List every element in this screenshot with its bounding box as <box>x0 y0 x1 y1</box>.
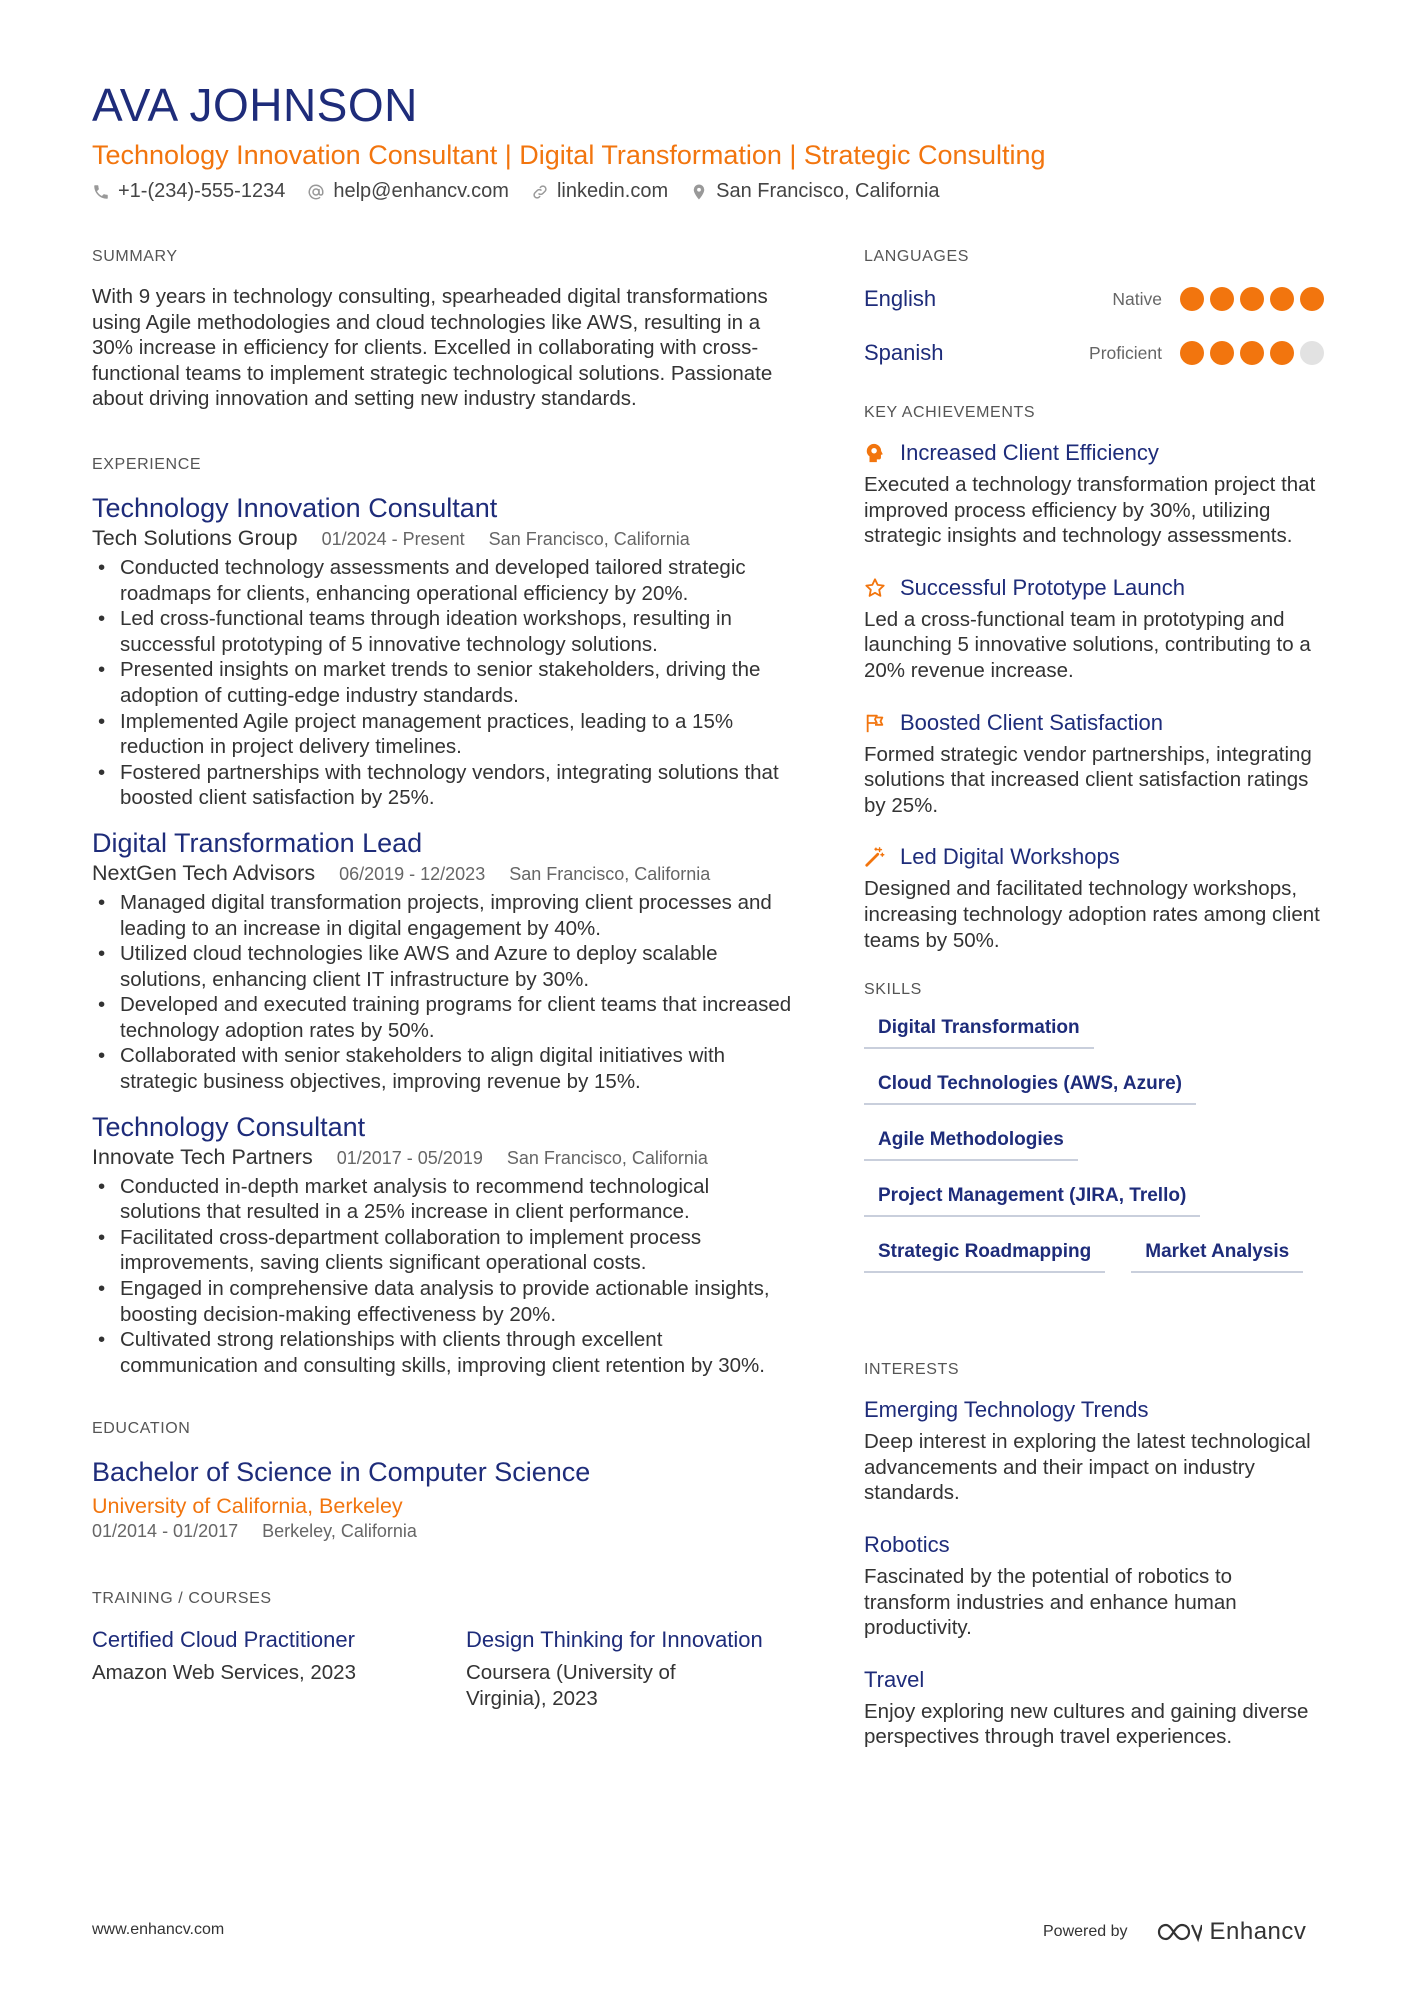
achievement-head <box>864 844 1324 870</box>
skill-list <box>864 1011 1324 1291</box>
job-dates: 01/2024 - Present <box>321 528 465 549</box>
job-title: Technology Consultant <box>92 1111 366 1142</box>
summary-text: With 9 years in technology consulting, spearheaded digital transformations using Agile methodologies and cloud technologies like AWS, resulting in a 30% increase in efficiency for clients. Excelled in collaborating with cross-functional teams to implement strategic technological solutions. Passionate about driving innovation and setting new industry standards. <box>92 285 773 411</box>
edu-dates: 01/2014 - 01/2017 <box>92 1521 239 1542</box>
interests-section <box>864 1361 1324 1750</box>
course-provider: Coursera (University of Virginia), 2023 <box>466 1661 676 1710</box>
achievement-item <box>864 575 1324 684</box>
job-bullet: • Utilized cloud technologies like AWS and Azure to deploy scalable solutions, enhancing client IT infrastructure by 30%. <box>92 941 792 992</box>
rating-dot <box>1240 341 1264 365</box>
course-name: Design Thinking for Innovation <box>466 1627 763 1653</box>
section-title-experience: EXPERIENCE <box>92 455 202 473</box>
powered-by <box>1043 1918 1306 1946</box>
achievement-title: Led Digital Workshops <box>900 844 1120 870</box>
job-bullet: • Presented insights on market trends to senior stakeholders, driving the adoption of cutting-edge industry standards. <box>92 657 792 708</box>
contact-location <box>690 180 939 203</box>
languages-section <box>864 248 1324 368</box>
course-item <box>466 1626 786 1711</box>
job-company: Innovate Tech Partners <box>92 1144 313 1169</box>
language-row <box>864 338 1324 368</box>
job-bullet: • Conducted in-depth market analysis to recommend technological solutions that resulted in a 25% increase in client performance. <box>92 1174 792 1225</box>
course-list <box>92 1626 792 1711</box>
job-bullet: • Engaged in comprehensive data analysis to provide actionable insights, boosting decision-making effectiveness by 20%. <box>92 1276 792 1327</box>
job-meta <box>92 526 792 551</box>
job-location: San Francisco, California <box>488 528 690 549</box>
rating-dot <box>1270 341 1294 365</box>
section-title-skills: SKILLS <box>864 981 922 999</box>
interest-desc: Fascinated by the potential of robotics to transform industries and enhance human productivity. <box>864 1564 1237 1640</box>
star-icon <box>864 577 886 599</box>
language-rating <box>1174 287 1324 311</box>
skill-tag: Project Management (JIRA, Trello) <box>864 1179 1200 1217</box>
rating-dot <box>1210 341 1234 365</box>
contact-phone[interactable] <box>92 180 285 203</box>
language-level: Native <box>1112 288 1162 309</box>
job-title: Technology Innovation Consultant <box>92 492 498 523</box>
skill-tag: Digital Transformation <box>864 1011 1094 1049</box>
job-bullets <box>92 1174 792 1379</box>
language-level: Proficient <box>1089 342 1162 363</box>
flag-icon <box>864 712 886 734</box>
job-bullets <box>92 555 792 811</box>
language-row <box>864 284 1324 314</box>
left-column <box>92 248 792 1712</box>
achievement-head <box>864 710 1324 736</box>
section-title-education: EDUCATION <box>92 1420 191 1438</box>
job-bullet: • Developed and executed training programs for client teams that increased technology adoption rates by 50%. <box>92 992 792 1043</box>
achievement-desc: Led a cross-functional team in prototyping and launching 5 innovative solutions, contributing to a 20% revenue increase. <box>864 607 1311 682</box>
job-meta <box>92 861 792 886</box>
email-text: help@enhancv.com <box>333 180 509 202</box>
head-icon <box>864 442 886 464</box>
interest-title: Emerging Technology Trends <box>864 1397 1149 1423</box>
course-provider: Amazon Web Services, 2023 <box>92 1661 356 1685</box>
education-section <box>92 1420 792 1542</box>
skill-tag: Cloud Technologies (AWS, Azure) <box>864 1067 1196 1105</box>
phone-icon <box>92 183 110 201</box>
section-title-achievements: KEY ACHIEVEMENTS <box>864 404 1036 421</box>
language-rating <box>1174 341 1324 365</box>
language-name: Spanish <box>864 340 944 365</box>
job-bullet: • Facilitated cross-department collaboration to implement process improvements, saving clients significant operational costs. <box>92 1225 792 1276</box>
skill-tag: Strategic Roadmapping <box>864 1235 1105 1273</box>
achievement-desc: Executed a technology transformation project that improved process efficiency by 30%, utilizing strategic insights and technology assessments. <box>864 473 1316 548</box>
achievement-desc: Designed and facilitated technology workshops, increasing technology adoption rates among client teams by 50%. <box>864 877 1320 952</box>
achievement-head <box>864 440 1324 466</box>
job-dates: 01/2017 - 05/2019 <box>336 1147 483 1168</box>
job-bullet: • Implemented Agile project management practices, leading to a 15% reduction in project delivery timelines. <box>92 709 792 760</box>
contact-linkedin[interactable] <box>531 180 668 203</box>
interest-title: Robotics <box>864 1531 950 1557</box>
tagline: Technology Innovation Consultant | Digital Transformation | Strategic Consulting <box>92 140 1046 170</box>
interest-title: Travel <box>864 1666 925 1692</box>
rating-dot <box>1270 287 1294 311</box>
edu-location: Berkeley, California <box>262 1521 417 1542</box>
job-dates: 06/2019 - 12/2023 <box>339 863 486 884</box>
language-name: English <box>864 286 937 311</box>
achievement-title: Boosted Client Satisfaction <box>900 709 1163 735</box>
course-item <box>92 1626 466 1711</box>
rating-dot <box>1180 287 1204 311</box>
contact-bar <box>92 180 962 203</box>
achievement-item <box>864 710 1324 819</box>
section-title-summary: SUMMARY <box>92 248 178 265</box>
job-company: Tech Solutions Group <box>92 525 298 550</box>
at-icon <box>307 183 325 201</box>
job-company: NextGen Tech Advisors <box>92 860 316 885</box>
achievement-item <box>864 844 1324 953</box>
job-title: Digital Transformation Lead <box>92 827 423 858</box>
magic-wand-icon <box>864 846 886 868</box>
rating-dot <box>1300 287 1324 311</box>
edu-meta <box>92 1521 792 1542</box>
skill-tag: Agile Methodologies <box>864 1123 1078 1161</box>
section-title-languages: LANGUAGES <box>864 248 969 265</box>
summary-section <box>92 248 792 412</box>
achievement-title: Successful Prototype Launch <box>900 574 1185 600</box>
brand-name: Enhancv <box>1209 1918 1307 1945</box>
linkedin-text: linkedin.com <box>556 180 669 202</box>
right-column <box>864 248 1324 1776</box>
job-entry <box>92 1111 792 1379</box>
experience-section <box>92 456 792 1378</box>
rating-dot <box>1240 287 1264 311</box>
skill-tag: Market Analysis <box>1131 1235 1303 1273</box>
rating-dot <box>1210 287 1234 311</box>
job-bullet: • Managed digital transformation projects, improving client processes and leading to an increase in digital engagement by 40%. <box>92 890 792 941</box>
section-title-training: TRAINING / COURSES <box>92 1590 272 1608</box>
phone-text: +1-(234)-555-1234 <box>118 180 286 202</box>
rating-dot <box>1180 341 1204 365</box>
interest-desc: Enjoy exploring new cultures and gaining diverse perspectives through travel experiences. <box>864 1699 1309 1749</box>
training-section <box>92 1590 792 1711</box>
job-location: San Francisco, California <box>509 863 711 884</box>
contact-email[interactable] <box>307 180 509 203</box>
job-bullet: • Led cross-functional teams through ideation workshops, resulting in successful prototyping of 5 innovative technology solutions. <box>92 606 792 657</box>
job-entry <box>92 492 792 811</box>
achievement-head <box>864 575 1324 601</box>
rating-dot <box>1300 341 1324 365</box>
job-meta <box>92 1145 792 1170</box>
job-bullet: • Fostered partnerships with technology vendors, integrating solutions that boosted client satisfaction by 25%. <box>92 760 792 811</box>
interest-item <box>864 1667 1324 1750</box>
interest-item <box>864 1532 1324 1641</box>
achievement-item <box>864 440 1324 549</box>
link-icon <box>531 183 549 201</box>
job-bullet: • Conducted technology assessments and developed tailored strategic roadmaps for clients, enhancing operational efficiency by 20%. <box>92 555 792 606</box>
course-name: Certified Cloud Practitioner <box>92 1627 355 1653</box>
job-bullets <box>92 890 792 1095</box>
edu-school: University of California, Berkeley <box>92 1494 403 1519</box>
job-location: San Francisco, California <box>506 1147 708 1168</box>
enhancv-logo-icon <box>1156 1920 1202 1944</box>
achievements-section <box>864 404 1324 953</box>
achievement-title: Increased Client Efficiency <box>900 440 1159 465</box>
edu-degree: Bachelor of Science in Computer Science <box>92 1457 591 1488</box>
location-icon <box>690 183 708 201</box>
achievement-desc: Formed strategic vendor partnerships, integrating solutions that increased client satisfaction ratings by 25%. <box>864 742 1312 817</box>
interest-desc: Deep interest in exploring the latest technological advancements and their impact on industry standards. <box>864 1430 1311 1505</box>
footer-url[interactable]: www.enhancv.com <box>92 1921 225 1938</box>
section-title-interests: INTERESTS <box>864 1361 960 1379</box>
powered-by-label: Powered by <box>1043 1923 1128 1940</box>
job-bullet: • Cultivated strong relationships with clients through excellent communication and consulting skills, improving client retention by 30%. <box>92 1327 792 1378</box>
candidate-name: AVA JOHNSON <box>92 79 418 131</box>
skills-section <box>864 981 1324 1291</box>
job-entry <box>92 827 792 1095</box>
location-text: San Francisco, California <box>716 180 940 202</box>
job-bullet: • Collaborated with senior stakeholders to align digital initiatives with strategic business objectives, improving revenue by 15%. <box>92 1043 792 1094</box>
interest-item <box>864 1397 1324 1506</box>
